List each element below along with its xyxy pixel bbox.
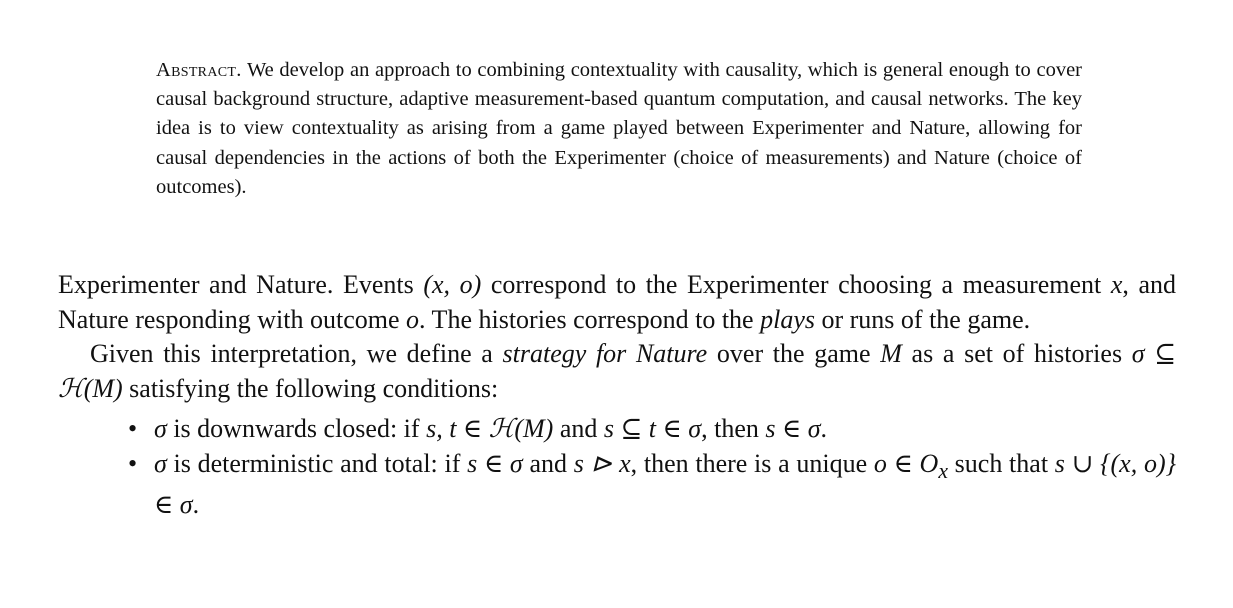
list-item [58,447,1176,523]
b2-text-a: is deterministic and total: if [166,448,468,478]
paragraph-2 [58,337,1176,406]
math-sigma: σ [154,414,167,443]
math-M: M [880,339,902,368]
b1-math-3: s ∈ σ [765,414,821,443]
math-x: x [1110,270,1123,299]
main-body [58,268,1176,523]
b2-text-c: , then there is a unique [630,448,874,478]
p1-text-c: , and Nature responding with outcome [58,270,1177,334]
b1-math-2: s ⊆ t ∈ σ [603,414,702,443]
emph-plays: plays [760,304,815,334]
b2-math-1: s ∈ σ [467,448,523,478]
p2-text-e: satisfying the following conditions: [122,373,499,403]
b1-text-c: , then [701,414,766,443]
math-event: (x, o) [423,270,482,299]
p1-text-d: . The histories correspond to the [419,304,761,334]
list-item [58,412,1176,447]
p1-text-b: correspond to the Experimenter choosing a measurement [481,270,1111,299]
b2-text-e: . [192,490,200,520]
b1-text-b: and [553,414,604,443]
p2-text-a: Given this interpretation, we define a [90,339,503,368]
b2-math-4: s ∪ {(x, o)} ∈ σ [154,448,1177,520]
emph-strategy: strategy for Nature [502,339,708,368]
conditions-list [58,412,1176,523]
b2-math-3-sub: x [938,458,948,483]
p2-text-c: over the game [707,339,881,368]
b1-text-d: . [820,414,828,443]
b1-math-1: s, t ∈ ℋ(M) [426,414,554,443]
b2-text-d: such that [947,448,1055,478]
abstract-label: Abstract. [156,59,242,81]
math-sigma: σ [154,448,167,478]
b2-math-2: s ⊳ x [573,448,631,478]
p1-text-a: Experimenter and Nature. Events [58,270,424,299]
b1-text-a: is downwards closed: if [166,414,427,443]
bullet-icon: • [128,414,138,443]
abstract-text: We develop an approach to combining contextuality with causality, which is general enough to cover causal background structure, adaptive measurement-based quantum computation, and causal networks. The key idea is to view contextuality as arising from a game played between Experimenter and Nature, allowing for causal dependencies in the actions of both the Experimenter (choice of measurements) and Nature (choice of outcomes). [156,59,1082,198]
bullet-icon: • [128,448,138,478]
abstract [156,56,1082,202]
math-o: o [406,304,420,334]
b2-text-b: and [522,448,574,478]
p2-text-d: as a set of histories [901,339,1132,368]
b2-math-3: o ∈ O [873,448,939,478]
paragraph-1 [58,268,1176,337]
math-sigma-subset: σ ⊆ ℋ(M) [58,339,1177,403]
p1-text-f: or runs of the game. [814,304,1031,334]
